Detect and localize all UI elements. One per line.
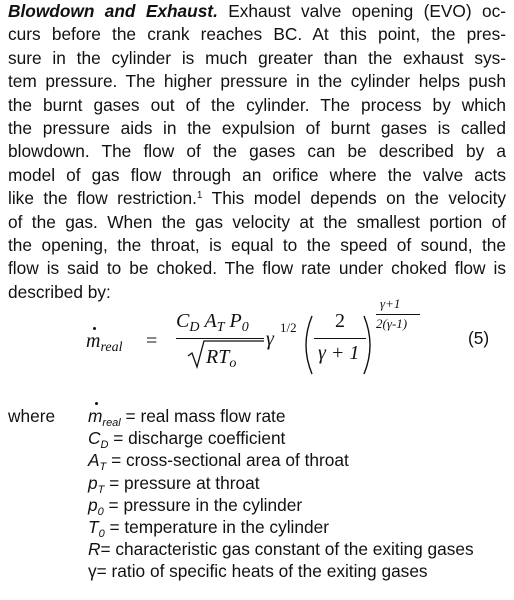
outer-exponent-numerator: γ+1 (380, 296, 401, 311)
paragraph-line: blowdown. The flow of the gases can be described by a (8, 141, 506, 162)
definition-symbol: T (88, 516, 99, 537)
paragraph-line: Blowdown and Exhaust. Exhaust valve opening (EVO) oc- (8, 1, 506, 21)
paragraph-line: flow is said to be choked. The flow rate under choked flow is (8, 258, 506, 279)
paragraph-line: model of gas flow through an orifice where the valve acts (8, 164, 506, 185)
definition-item: $A_T$ = cross-sectional area of throat (88, 450, 349, 474)
definition-item: $T_0$ = temperature in the cylinder (88, 516, 329, 540)
definition-symbol: A (88, 450, 100, 471)
definition-symbol: R (88, 539, 101, 560)
paragraph-line: the burnt gases out of the cylinder. The process by which (8, 94, 506, 115)
paragraph-line: of the gas. When the gas velocity at the smallest portion of (8, 211, 506, 232)
definition-item: $p_0$ = pressure in the cylinder (88, 494, 303, 518)
paragraph-line: tem pressure. The higher pressure in the cylinder helps push (8, 71, 506, 92)
definition-symbol: C (88, 428, 101, 449)
definition-symbol: γ (88, 561, 97, 582)
paragraph-line: sure in the cylinder is much greater than the exhaust sys- (8, 47, 506, 68)
paragraph-line: the opening, the throat, is equal to the speed of sound, the (8, 235, 506, 256)
equation-5: $m_{real}$ = $C_D$ $A_T$ $P_0$ $RT_o$ γ 1/2 2 γ + 1 γ+1 2(γ-1) (5) (0, 292, 514, 392)
body-paragraph (8, 0, 506, 304)
equation-number: (5) (468, 328, 490, 348)
gamma-factor: γ (266, 328, 274, 350)
paragraph-line: described by: (8, 281, 111, 302)
inner-numerator: 2 (335, 310, 345, 332)
definition-list (88, 405, 474, 583)
definition-item: R= characteristic gas constant of the exiting gases (88, 539, 474, 560)
inner-fraction-bar (314, 338, 366, 339)
equation-lhs: $m_{real}$ (86, 330, 123, 355)
paragraph-line: curs before the crank reaches BC. At this point, the pres- (8, 24, 506, 45)
run-in-heading: Blowdown and Exhaust. (8, 1, 218, 21)
outer-exponent-bar (376, 314, 420, 315)
definition-symbol: p (88, 494, 98, 515)
inner-denominator: γ + 1 (318, 342, 360, 364)
equals-sign: = (146, 330, 158, 352)
definition-item: $C_D$ = discharge coefficient (88, 428, 286, 452)
paragraph-line: the pressure aids in the expulsion of burnt gases is called (8, 118, 506, 139)
definition-symbol: m (88, 406, 103, 426)
footnote-marker[interactable]: 1 (196, 190, 203, 202)
definition-symbol: p (88, 472, 98, 493)
definition-item: γ= ratio of specific heats of the exiting gases (88, 561, 428, 582)
definition-item: $p_T$ = pressure at throat (88, 472, 260, 496)
gamma-exponent: 1/2 (280, 320, 297, 335)
paragraph-line: like the flow restriction.$^1$ This model depends on the velocity (8, 188, 507, 209)
fraction-numerator: $C_D$ $A_T$ $P_0$ (176, 310, 249, 335)
outer-exponent-denominator: 2(γ-1) (376, 316, 408, 331)
left-paren-icon (298, 314, 316, 376)
definition-item: $m_{real}$ = real mass flow rate (88, 406, 286, 429)
where-label: where (8, 406, 56, 426)
